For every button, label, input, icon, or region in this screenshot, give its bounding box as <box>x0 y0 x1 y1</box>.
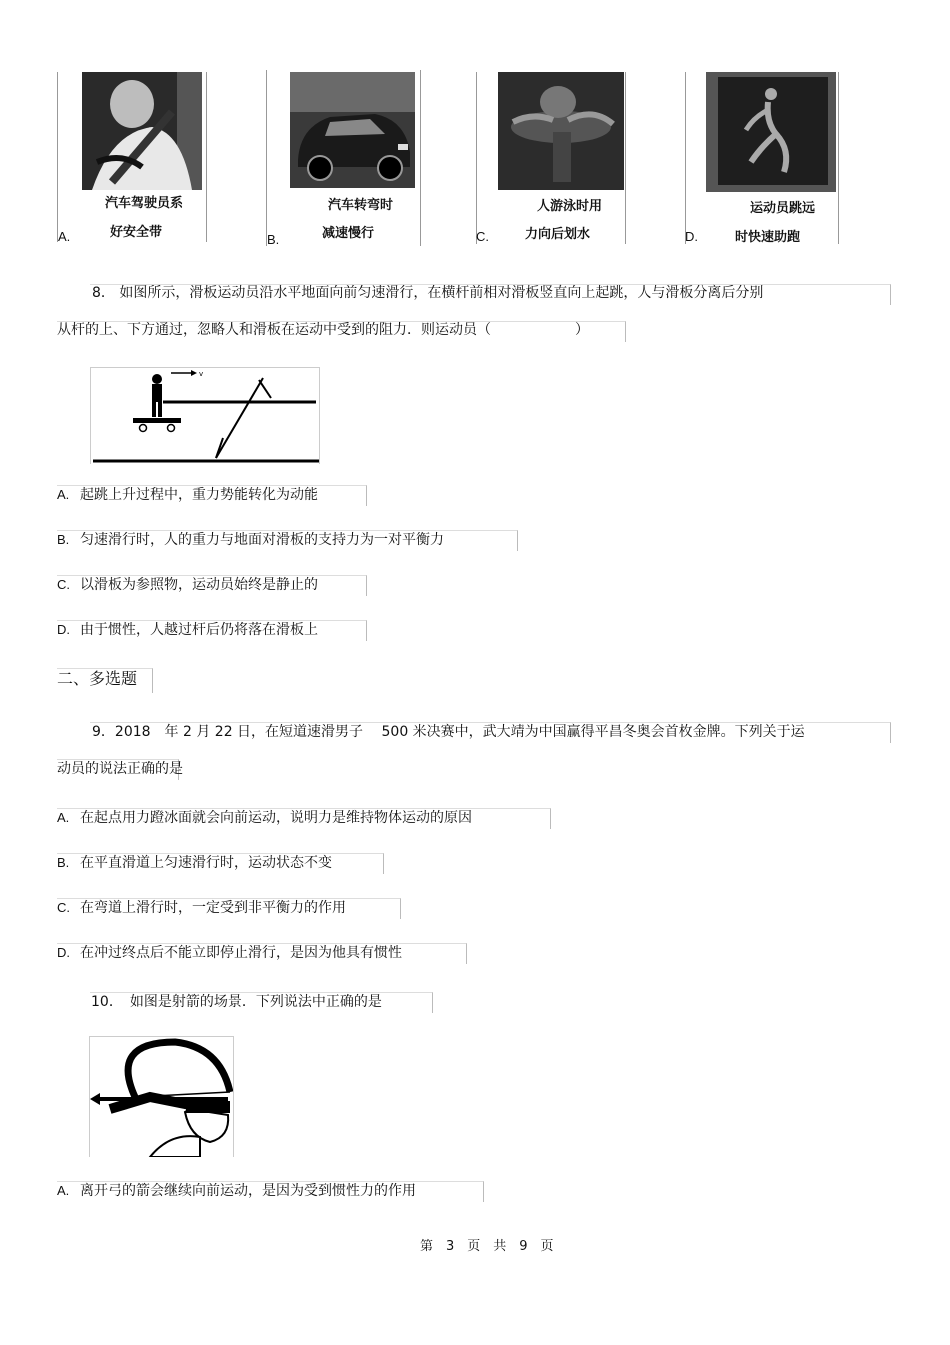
question-stem: 8． 如图所示，滑板运动员沿水平地面向前匀速滑行，在横杆前相对滑板竖直向上起跳，人与滑板分离后分别 <box>92 285 764 301</box>
caption-line-2: 好安全带 <box>110 225 163 240</box>
option-b[interactable]: 匀速滑行时，人的重力与地面对滑板的支持力为一对平衡力 <box>80 532 444 548</box>
option-letter: C. <box>57 577 70 592</box>
option-letter: D. <box>685 229 698 244</box>
caption-line-2: 力向后划水 <box>525 227 591 242</box>
question-stem: 10． 如图是射箭的场景．下列说法中正确的是 <box>91 994 382 1010</box>
caption-line-1: 运动员跳远 <box>750 201 816 216</box>
option-letter: A. <box>57 1183 70 1198</box>
car-photo <box>290 72 415 188</box>
option-letter: D. <box>57 945 70 960</box>
swimmer-photo <box>498 72 624 190</box>
option-a[interactable]: 离开弓的箭会继续向前运动，是因为受到惯性力的作用 <box>80 1183 416 1199</box>
option-d[interactable]: 在冲过终点后不能立即停止滑行，是因为他具有惯性 <box>80 945 402 961</box>
question-stem-cont: 从杆的上、下方通过，忽略人和滑板在运动中受到的阻力．则运动员（ ） <box>57 322 589 338</box>
option-b[interactable]: 在平直滑道上匀速滑行时，运动状态不变 <box>80 855 332 871</box>
caption-line-2: 时快速助跑 <box>735 230 801 245</box>
caption-line-1: 汽车驾驶员系 <box>105 196 184 211</box>
option-letter: D. <box>57 622 70 637</box>
option-letter: B. <box>267 232 280 247</box>
option-letter: A. <box>57 810 70 825</box>
archery-diagram <box>89 1036 234 1157</box>
option-letter: A. <box>58 229 71 244</box>
option-letter: B. <box>57 532 70 547</box>
caption-line-2: 减速慢行 <box>322 226 375 241</box>
seatbelt-image <box>82 72 202 190</box>
option-letter: A. <box>57 487 70 502</box>
question-stem-cont: 动员的说法正确的是 <box>57 761 183 777</box>
skateboard-figure <box>91 368 319 464</box>
seatbelt-photo <box>82 72 202 190</box>
swimmer-image <box>498 72 624 190</box>
long-jump-image <box>706 72 836 192</box>
caption-line-1: 汽车转弯时 <box>328 198 394 213</box>
option-letter: C. <box>57 900 70 915</box>
car-image <box>290 72 415 188</box>
option-a[interactable]: 起跳上升过程中，重力势能转化为动能 <box>80 487 318 503</box>
option-c[interactable]: 以滑板为参照物，运动员始终是静止的 <box>80 577 318 593</box>
svg-text:v: v <box>199 370 204 378</box>
question-stem: 9．2018 年 2 月 22 日，在短道速滑男子 500 米决赛中，武大靖为中国赢得平昌冬奥会首枚金牌。下列关于运 <box>92 724 805 740</box>
page-number: 第 3 页 共 9 页 <box>420 1239 554 1254</box>
skateboard-diagram <box>90 367 320 464</box>
section-title: 二、多选题 <box>57 669 138 688</box>
archery-figure <box>90 1037 233 1157</box>
option-d[interactable]: 由于惯性，人越过杆后仍将落在滑板上 <box>80 622 318 638</box>
caption-line-1: 人游泳时用 <box>537 199 603 214</box>
option-c[interactable]: 在弯道上滑行时，一定受到非平衡力的作用 <box>80 900 346 916</box>
option-letter: C. <box>476 229 489 244</box>
option-letter: B. <box>57 855 70 870</box>
long-jump-photo <box>706 72 836 192</box>
option-a[interactable]: 在起点用力蹬冰面就会向前运动，说明力是维持物体运动的原因 <box>80 810 472 826</box>
